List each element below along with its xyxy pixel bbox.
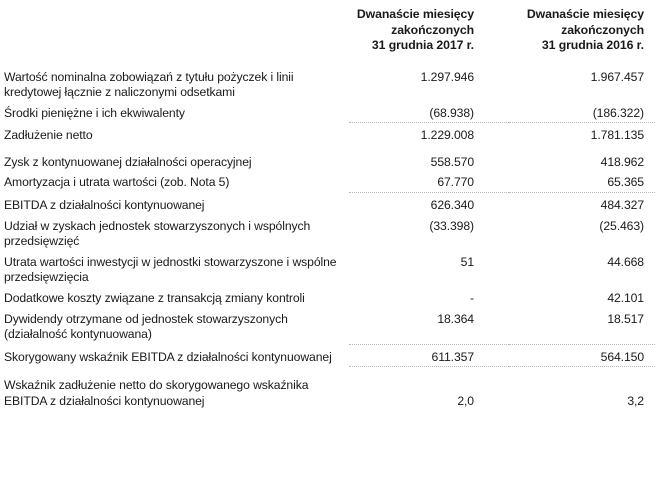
header-2016-line-1: Dwanaście miesięcy: [526, 7, 644, 21]
table-header: [0, 0, 655, 54]
header-row: [0, 0, 655, 54]
table-row: [0, 286, 655, 307]
header-label-column: [0, 0, 349, 54]
row-label: Wskaźnik zadłużenie netto do skorygowanego wskaźnika EBITDA z działalności kontynuowanej: [4, 378, 309, 408]
row-value-2016: 65.365: [509, 170, 655, 192]
row-value-2016: 18.517: [509, 307, 655, 345]
table-row: [0, 307, 655, 345]
row-label: Zadłużenie netto: [4, 128, 93, 143]
table-row: [0, 150, 655, 171]
row-value-2016: 3,2: [627, 394, 644, 408]
header-2016-line-3: 31 grudnia 2016 r.: [541, 38, 644, 52]
row-label: Wartość nominalna zobowiązań z tytułu pożyczek i linii kredytowej łącznie z naliczonymi odsetkami: [4, 69, 294, 100]
table-row: [0, 250, 655, 286]
row-value-2017: 2,0: [457, 394, 474, 408]
row-label: Zysk z kontynuowanej działalności operacyjnej: [4, 154, 252, 169]
header-column-2016: [509, 0, 655, 54]
row-label: Amortyzacja i utrata wartości (zob. Nota 5): [4, 175, 230, 190]
row-value-2017: 611.357: [349, 344, 509, 367]
header-2017-line-3: 31 grudnia 2017 r.: [371, 38, 474, 52]
table-row: [0, 123, 655, 144]
row-value-2016: 44.668: [607, 254, 644, 269]
row-value-2017: (33.398): [429, 218, 474, 233]
row-value-2017: 558.570: [430, 154, 474, 169]
row-value-2017: 67.770: [349, 170, 509, 192]
row-value-2016: (25.463): [599, 218, 644, 233]
row-value-2017: -: [470, 291, 474, 306]
table-row: [0, 170, 655, 192]
row-value-2017: 1.229.008: [420, 128, 474, 143]
header-2017-line-2: zakończonych: [391, 22, 474, 37]
row-value-2016: 42.101: [607, 291, 644, 306]
row-label: Dywidendy otrzymane od jednostek stowarzyszonych (działalność kontynuowana): [4, 311, 288, 342]
row-value-2016: (186.322): [509, 101, 655, 123]
header-column-2017: [349, 0, 509, 54]
row-value-2017: 51: [460, 254, 474, 269]
row-value-2017: (68.938): [349, 101, 509, 123]
row-label: Środki pieniężne i ich ekwiwalenty: [4, 105, 185, 120]
table-body: [0, 54, 655, 410]
table-row: [0, 214, 655, 250]
row-value-2016: 1.781.135: [590, 128, 644, 143]
row-value-2017: 1.297.946: [420, 69, 474, 84]
row-label: Udział w zyskach jednostek stowarzyszonych i wspólnych przedsięwzięć: [4, 218, 311, 249]
header-2016-line-2: zakończonych: [561, 22, 644, 37]
table-row: [0, 367, 655, 410]
table-row: [0, 54, 655, 101]
row-label: EBITDA z działalności kontynuowanej: [4, 198, 205, 213]
row-label: Skorygowany wskaźnik EBITDA z działalności kontynuowanej: [4, 349, 332, 364]
table-row: [0, 344, 655, 367]
table-row: [0, 101, 655, 123]
row-value-2016: 418.962: [600, 154, 644, 169]
row-value-2017: 626.340: [430, 198, 474, 213]
row-value-2016: 484.327: [600, 198, 644, 213]
row-value-2017: 18.364: [349, 307, 509, 345]
row-value-2016: 1.967.457: [590, 69, 644, 84]
row-label: Utrata wartości inwestycji w jednostki stowarzyszone i wspólne przedsięwzięcia: [4, 254, 337, 285]
table-row: [0, 193, 655, 214]
row-label: Dodatkowe koszty związane z transakcją zmiany kontroli: [4, 291, 305, 306]
header-2017-line-1: Dwanaście miesięcy: [356, 7, 474, 21]
row-value-2016: 564.150: [509, 344, 655, 367]
